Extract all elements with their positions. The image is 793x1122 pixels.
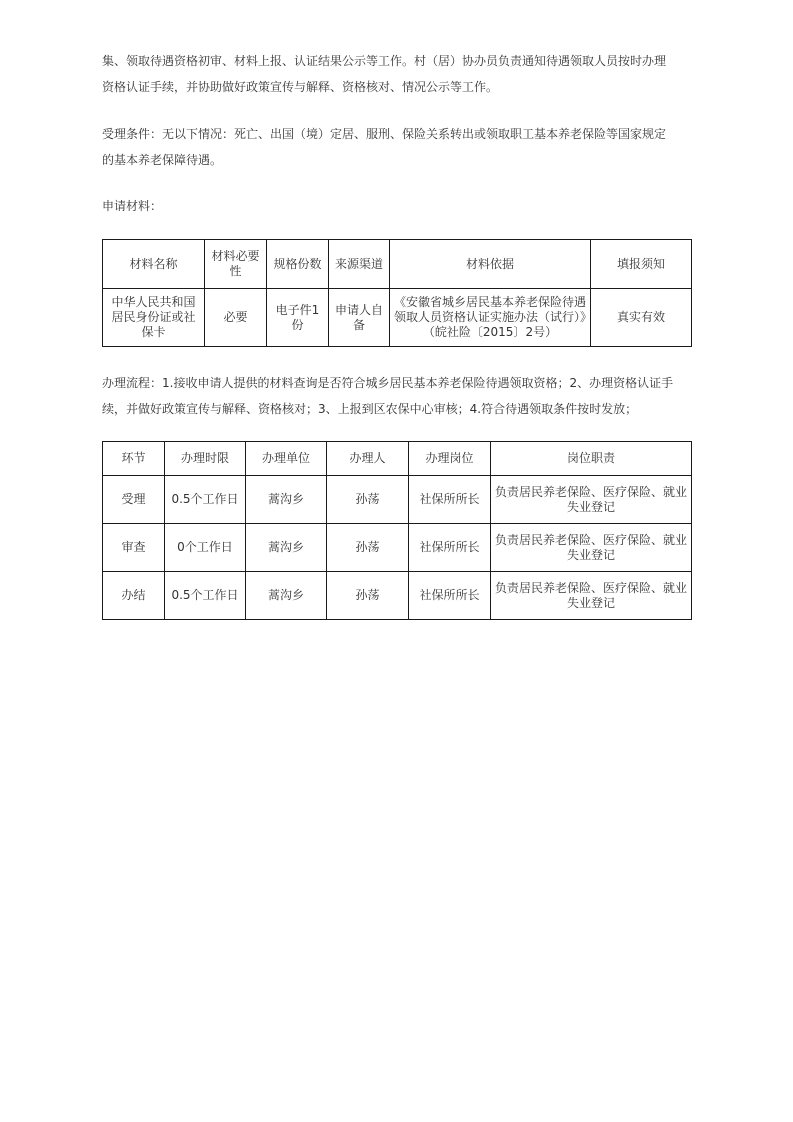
conditions-paragraph	[102, 121, 702, 173]
header-cell: 环节	[103, 442, 165, 476]
intro-line-1: 集、领取待遇资格初审、材料上报、认证结果公示等工作。村（居）协办员负责通知待遇领取人员按时办理	[102, 54, 667, 68]
header-cell: 材料必要性	[205, 240, 267, 289]
header-cell: 办理人	[327, 442, 409, 476]
table-cell: 办结	[103, 572, 165, 620]
table-cell: 蒿沟乡	[246, 572, 327, 620]
materials-heading-text: 申请材料：	[102, 199, 163, 213]
table-row	[103, 572, 692, 620]
table-cell: 中华人民共和国居民身份证或社保卡	[103, 289, 205, 347]
materials-table	[102, 239, 692, 347]
table-cell: 孙荡	[327, 476, 409, 524]
table-cell: 受理	[103, 476, 165, 524]
table-cell: 电子件1份	[267, 289, 329, 347]
table-cell: 负责居民养老保险、医疗保险、就业失业登记	[491, 524, 692, 572]
process-line-2: 续，并做好政策宣传与解释、资格核对；3、上报到区农保中心审核；4.符合待遇领取条件按时发放；	[102, 402, 638, 416]
table-cell: 负责居民养老保险、医疗保险、就业失业登记	[491, 476, 692, 524]
header-cell: 材料依据	[390, 240, 591, 289]
table-cell: 社保所所长	[409, 572, 491, 620]
table-cell: 社保所所长	[409, 476, 491, 524]
table-cell: 蒿沟乡	[246, 476, 327, 524]
materials-heading	[102, 193, 702, 219]
table-cell: 0.5个工作日	[165, 572, 246, 620]
table-cell: 孙荡	[327, 572, 409, 620]
table-cell: 社保所所长	[409, 524, 491, 572]
header-cell: 规格份数	[267, 240, 329, 289]
table-cell: 负责居民养老保险、医疗保险、就业失业登记	[491, 572, 692, 620]
process-header-row	[103, 442, 692, 476]
header-cell: 来源渠道	[329, 240, 390, 289]
header-cell: 填报须知	[591, 240, 692, 289]
table-row	[103, 524, 692, 572]
table-row	[103, 476, 692, 524]
conditions-line-1: 受理条件：无以下情况：死亡、出国（境）定居、服刑、保险关系转出或领取职工基本养老保险等国家规定	[102, 127, 667, 141]
table-cell: 审查	[103, 524, 165, 572]
header-cell: 办理岗位	[409, 442, 491, 476]
materials-header-row	[103, 240, 692, 289]
table-cell: 真实有效	[591, 289, 692, 347]
header-cell: 岗位职责	[491, 442, 692, 476]
process-line-1: 办理流程：1.接收申请人提供的材料查询是否符合城乡居民基本养老保险待遇领取资格；2、办理资格认证手	[102, 376, 674, 390]
table-cell: 《安徽省城乡居民基本养老保险待遇领取人员资格认证实施办法（试行）》（皖社险〔2015〕2号）	[390, 289, 591, 347]
process-table	[102, 441, 692, 620]
header-cell: 办理时限	[165, 442, 246, 476]
table-cell: 0.5个工作日	[165, 476, 246, 524]
table-row	[103, 289, 692, 347]
header-cell: 材料名称	[103, 240, 205, 289]
table-cell: 申请人自备	[329, 289, 390, 347]
intro-line-2: 资格认证手续，并协助做好政策宣传与解释、资格核对、情况公示等工作。	[102, 80, 499, 94]
header-cell: 办理单位	[246, 442, 327, 476]
table-cell: 必要	[205, 289, 267, 347]
process-paragraph	[102, 370, 702, 422]
table-cell: 孙荡	[327, 524, 409, 572]
intro-paragraph	[102, 48, 702, 100]
conditions-line-2: 的基本养老保障待遇。	[102, 153, 223, 167]
table-cell: 0个工作日	[165, 524, 246, 572]
table-cell: 蒿沟乡	[246, 524, 327, 572]
